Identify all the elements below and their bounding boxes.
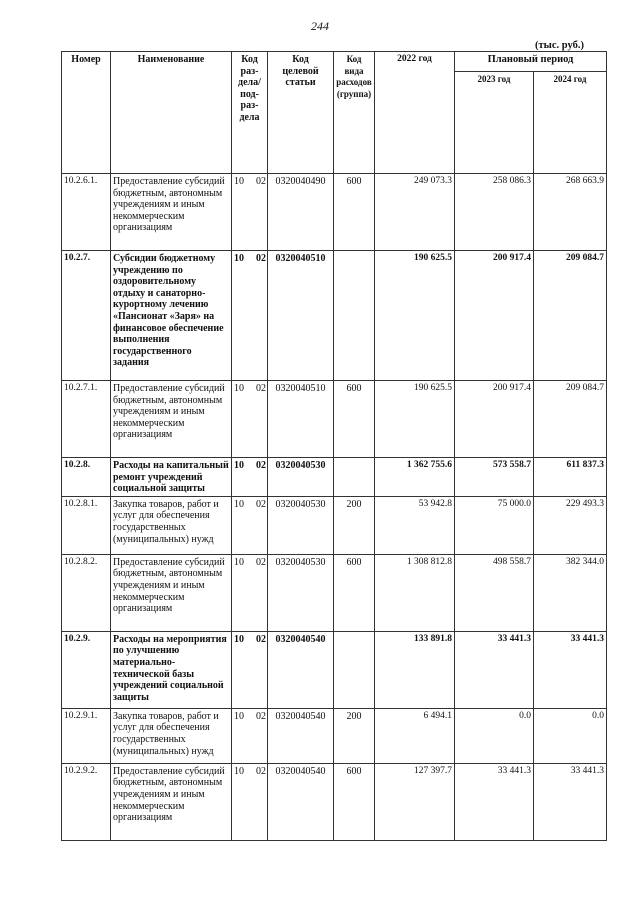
row-value-2022: 53 942.8	[375, 496, 455, 554]
row-number: 10.2.9.2.	[62, 763, 111, 840]
row-section: 10	[234, 710, 244, 722]
row-subsection: 02	[256, 633, 266, 645]
row-value-2024: 0.0	[534, 708, 607, 763]
row-number: 10.2.8.2.	[62, 554, 111, 631]
row-expense-code: 200	[334, 496, 375, 554]
row-subsection: 02	[256, 253, 266, 264]
row-value-2024: 268 663.9	[534, 174, 607, 251]
row-section: 10	[234, 460, 244, 471]
row-name: Предоставление субсидий бюджетным, автономным учреждениям и иным некоммерческим организациям	[111, 174, 232, 251]
row-number: 10.2.7.1.	[62, 381, 111, 458]
header-number: Номер	[62, 52, 111, 174]
row-subsection: 02	[256, 710, 266, 722]
table-row	[62, 251, 607, 381]
units-label: (тыс. руб.)	[535, 40, 584, 51]
row-value-2022: 1 362 755.6	[375, 458, 455, 497]
table-row	[62, 381, 607, 458]
row-value-2023: 0.0	[455, 708, 534, 763]
row-target-code: 0320040540	[268, 708, 334, 763]
header-name: Наименование	[111, 52, 232, 174]
row-name: Закупка товаров, работ и услуг для обеспечения государственных (муниципальных) нужд	[111, 708, 232, 763]
page-number: 244	[311, 19, 329, 33]
row-division-code	[232, 763, 268, 840]
row-division-code	[232, 496, 268, 554]
row-target-code: 0320040540	[268, 631, 334, 708]
row-value-2024: 33 441.3	[534, 763, 607, 840]
row-target-code: 0320040530	[268, 458, 334, 497]
row-subsection: 02	[256, 765, 266, 777]
row-value-2022: 1 308 812.8	[375, 554, 455, 631]
table-row	[62, 708, 607, 763]
row-value-2022: 190 625.5	[375, 251, 455, 381]
row-number: 10.2.9.1.	[62, 708, 111, 763]
row-value-2022: 190 625.5	[375, 381, 455, 458]
row-target-code: 0320040530	[268, 554, 334, 631]
row-expense-code	[334, 458, 375, 497]
header-target-code: Код целевой статьи	[268, 52, 334, 174]
row-section: 10	[234, 176, 244, 187]
header-2024: 2024 год	[534, 72, 607, 174]
header-2022: 2022 год	[375, 52, 455, 174]
row-target-code: 0320040510	[268, 381, 334, 458]
row-value-2024: 33 441.3	[534, 631, 607, 708]
row-name: Предоставление субсидий бюджетным, автономным учреждениям и иным некоммерческим организациям	[111, 554, 232, 631]
row-subsection: 02	[256, 498, 266, 510]
table-row	[62, 458, 607, 497]
header-expense-code: Код вида расходов (группа)	[334, 52, 375, 174]
row-value-2024: 229 493.3	[534, 496, 607, 554]
row-value-2023: 33 441.3	[455, 763, 534, 840]
row-number: 10.2.6.1.	[62, 174, 111, 251]
row-number: 10.2.8.	[62, 458, 111, 497]
row-name: Предоставление субсидий бюджетным, автономным учреждениям и иным некоммерческим организациям	[111, 381, 232, 458]
row-expense-code: 600	[334, 174, 375, 251]
row-division-code	[232, 708, 268, 763]
header-2023: 2023 год	[455, 72, 534, 174]
row-number: 10.2.8.1.	[62, 496, 111, 554]
table-body	[62, 174, 607, 841]
row-subsection: 02	[256, 460, 266, 471]
row-section: 10	[234, 498, 244, 510]
row-value-2023: 200 917.4	[455, 381, 534, 458]
row-value-2023: 200 917.4	[455, 251, 534, 381]
row-section: 10	[234, 556, 244, 568]
row-value-2024: 209 084.7	[534, 381, 607, 458]
row-value-2024: 382 344.0	[534, 554, 607, 631]
row-division-code	[232, 458, 268, 497]
row-value-2022: 249 073.3	[375, 174, 455, 251]
row-value-2023: 498 558.7	[455, 554, 534, 631]
row-division-code	[232, 381, 268, 458]
budget-table	[61, 51, 607, 841]
row-target-code: 0320040510	[268, 251, 334, 381]
row-expense-code: 600	[334, 381, 375, 458]
row-value-2023: 573 558.7	[455, 458, 534, 497]
row-number: 10.2.9.	[62, 631, 111, 708]
row-value-2024: 209 084.7	[534, 251, 607, 381]
row-section: 10	[234, 253, 244, 264]
row-section: 10	[234, 383, 244, 394]
row-expense-code: 600	[334, 554, 375, 631]
row-subsection: 02	[256, 176, 266, 187]
row-expense-code: 200	[334, 708, 375, 763]
table-row	[62, 631, 607, 708]
row-section: 10	[234, 633, 244, 645]
row-value-2022: 127 397.7	[375, 763, 455, 840]
row-division-code	[232, 174, 268, 251]
row-value-2023: 75 000.0	[455, 496, 534, 554]
row-division-code	[232, 631, 268, 708]
table-row	[62, 763, 607, 840]
header-plan-period: Плановый период	[455, 52, 607, 72]
row-division-code	[232, 554, 268, 631]
row-expense-code	[334, 631, 375, 708]
row-number: 10.2.7.	[62, 251, 111, 381]
row-value-2023: 258 086.3	[455, 174, 534, 251]
row-subsection: 02	[256, 556, 266, 568]
row-target-code: 0320040540	[268, 763, 334, 840]
header-division-code: Код раз- дела/ под- раз- дела	[232, 52, 268, 174]
row-expense-code: 600	[334, 763, 375, 840]
table-row	[62, 496, 607, 554]
row-division-code	[232, 251, 268, 381]
row-target-code: 0320040530	[268, 496, 334, 554]
row-expense-code	[334, 251, 375, 381]
table-row	[62, 174, 607, 251]
row-name: Предоставление субсидий бюджетным, автономным учреждениям и иным некоммерческим организациям	[111, 763, 232, 840]
row-target-code: 0320040490	[268, 174, 334, 251]
row-section: 10	[234, 765, 244, 777]
row-subsection: 02	[256, 383, 266, 394]
row-name: Закупка товаров, работ и услуг для обеспечения государственных (муниципальных) нужд	[111, 496, 232, 554]
row-name: Расходы на капитальный ремонт учреждений социальной защиты	[111, 458, 232, 497]
row-value-2024: 611 837.3	[534, 458, 607, 497]
row-value-2022: 6 494.1	[375, 708, 455, 763]
table-row	[62, 554, 607, 631]
row-value-2022: 133 891.8	[375, 631, 455, 708]
row-value-2023: 33 441.3	[455, 631, 534, 708]
row-name: Субсидии бюджетному учреждению по оздоровительному отдыху и санаторно-курортному лечению «Пансионат «Заря» на финансовое обеспечение выполнения государственного задания	[111, 251, 232, 381]
row-name: Расходы на мероприятия по улучшению материально-технической базы учреждений социальной защиты	[111, 631, 232, 708]
